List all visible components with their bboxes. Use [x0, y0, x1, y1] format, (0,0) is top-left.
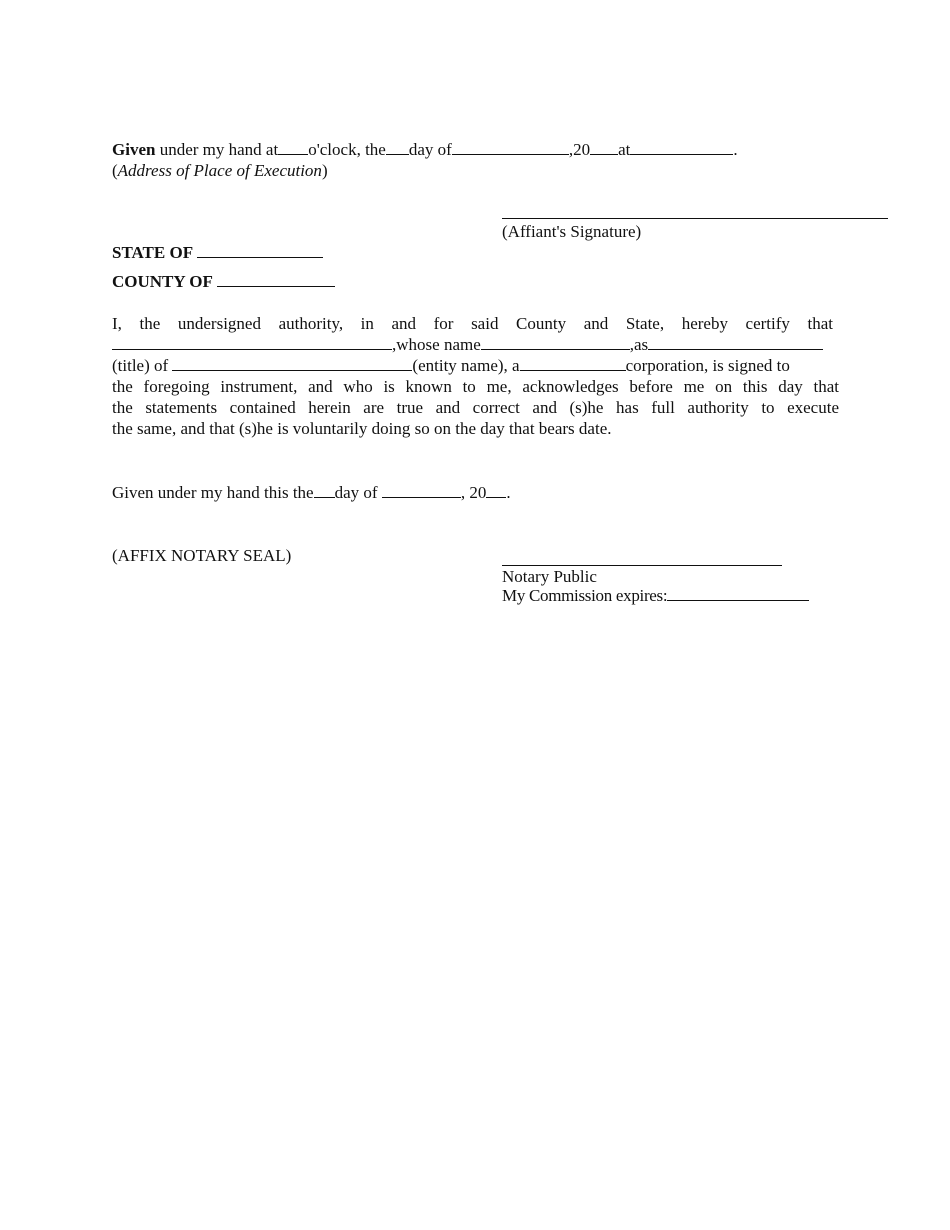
- affix-notary-seal-label: (AFFIX NOTARY SEAL): [112, 546, 292, 565]
- given-text-5: at: [618, 140, 631, 159]
- whose-name-blank[interactable]: [481, 335, 630, 350]
- state-of-label: STATE OF: [112, 243, 193, 262]
- given-text-2: o'clock, the: [308, 140, 386, 159]
- given-bold-text: Given: [112, 140, 156, 159]
- certify-line-1: I, the undersigned authority, in and for said County and State, hereby certify that: [112, 314, 833, 333]
- affiant-signature-line[interactable]: [502, 218, 888, 219]
- state-of-line: [112, 242, 323, 263]
- given-under-hand-line: [112, 139, 738, 160]
- as-text: ,as: [629, 335, 649, 354]
- commission-expires-blank[interactable]: [667, 586, 809, 601]
- county-of-label: COUNTY OF: [112, 272, 213, 291]
- given-this-text-3: , 20: [460, 483, 487, 502]
- given-text-4: ,20: [568, 140, 591, 159]
- signer-name-blank[interactable]: [112, 335, 392, 350]
- given-this-end: .: [506, 483, 511, 502]
- corporation-type-blank[interactable]: [520, 356, 626, 371]
- title-of-text: (title) of: [112, 356, 169, 375]
- address-close-paren: ): [321, 161, 328, 180]
- certify-line-4: the foregoing instrument, and who is known to me, acknowledges before me on this day that: [112, 377, 839, 396]
- hour-blank[interactable]: [278, 140, 308, 155]
- entity-name-text: (entity name), a: [412, 356, 520, 375]
- certify-line-3: [112, 355, 839, 376]
- commission-expires-line: [502, 585, 809, 606]
- certify-line-2: [112, 334, 839, 355]
- corporation-text: corporation, is signed to: [625, 356, 790, 375]
- given-text-1: under my hand at: [159, 140, 279, 159]
- given-end: .: [733, 140, 738, 159]
- as-blank[interactable]: [648, 335, 823, 350]
- place-blank[interactable]: [630, 140, 733, 155]
- day-blank[interactable]: [386, 140, 409, 155]
- certify-line-5: the statements contained herein are true and correct and (s)he has full authority to execute: [112, 398, 839, 417]
- affiant-signature-label: (Affiant's Signature): [502, 222, 642, 241]
- state-blank[interactable]: [197, 243, 323, 258]
- given-this-year-blank[interactable]: [486, 483, 506, 498]
- address-open-paren: (: [112, 161, 118, 180]
- month-blank[interactable]: [452, 140, 569, 155]
- given-this-text-1: Given under my hand this the: [112, 483, 314, 502]
- given-this-month-blank[interactable]: [382, 483, 461, 498]
- given-text-3: day of: [408, 140, 452, 159]
- year-blank[interactable]: [590, 140, 618, 155]
- address-of-place-label: [112, 160, 328, 181]
- given-this-line: [112, 482, 511, 503]
- county-of-line: [112, 271, 335, 292]
- county-blank[interactable]: [217, 272, 335, 287]
- whose-name-text: ,whose name: [392, 335, 481, 354]
- given-this-text-2: day of: [334, 483, 378, 502]
- certification-paragraph: [112, 313, 839, 439]
- given-this-day-blank[interactable]: [314, 483, 335, 498]
- certify-line-6: the same, and that (s)he is voluntarily doing so on the day that bears date.: [112, 419, 612, 438]
- entity-blank[interactable]: [172, 356, 412, 371]
- address-label: Address of Place of Execution: [117, 161, 322, 180]
- notary-public-label: Notary Public: [502, 567, 597, 586]
- commission-expires-label: My Commission expires:: [502, 586, 668, 605]
